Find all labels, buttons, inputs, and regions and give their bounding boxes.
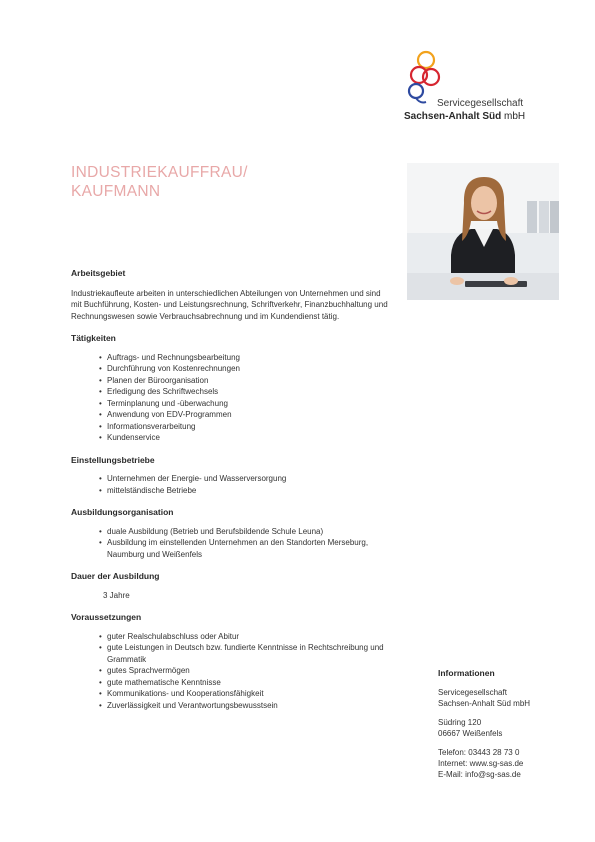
info-city: 06667 Weißenfels xyxy=(438,729,503,738)
informationen-heading: Informationen xyxy=(438,668,495,678)
taetigkeiten-section xyxy=(71,333,391,444)
list-item: • gutes Sprachvermögen xyxy=(71,665,391,677)
voraussetzungen-list xyxy=(71,631,391,712)
voraussetzungen-heading: Voraussetzungen xyxy=(71,612,142,622)
taetigkeiten-list xyxy=(71,352,391,444)
einstellungsbetriebe-list xyxy=(71,473,391,496)
list-item: • Durchführung von Kostenrechnungen xyxy=(71,363,391,375)
list-item: • Kundenservice xyxy=(71,432,391,444)
woman-at-computer-photo xyxy=(407,163,559,300)
title-line1: INDUSTRIEKAUFFRAU/ xyxy=(71,164,248,181)
voraussetzungen-section xyxy=(71,612,391,711)
info-company-line1: Servicegesellschaft xyxy=(438,688,507,697)
info-street: Südring 120 xyxy=(438,718,482,727)
dauer-section xyxy=(71,571,391,601)
taetigkeiten-heading: Tätigkeiten xyxy=(71,333,116,343)
list-item: • Erledigung des Schriftwechsels xyxy=(71,386,391,398)
info-email-link[interactable]: E-Mail: info@sg-sas.de xyxy=(438,770,521,779)
main-content xyxy=(71,268,391,711)
list-item: • Kommunikations- und Kooperationsfähigkeit xyxy=(71,688,391,700)
einstellungsbetriebe-section xyxy=(71,455,391,497)
list-item: • Unternehmen der Energie- und Wasserversorgung xyxy=(71,473,391,485)
list-item: • Planen der Büroorganisation xyxy=(71,375,391,387)
list-item: • guter Realschulabschluss oder Abitur xyxy=(71,631,391,643)
list-item: • mittelständische Betriebe xyxy=(71,485,391,497)
dauer-heading: Dauer der Ausbildung xyxy=(71,571,160,581)
title-line2: KAUFMANN xyxy=(71,183,161,200)
einstellungsbetriebe-heading: Einstellungsbetriebe xyxy=(71,454,155,465)
arbeitsgebiet-heading: Arbeitsgebiet xyxy=(71,268,126,278)
list-item: • Ausbildung im einstellenden Unternehmen an den Standorten Merseburg, Naumburg und Weißenfels xyxy=(71,537,391,560)
page-title xyxy=(71,163,248,201)
list-item: • Anwendung von EDV-Programmen xyxy=(71,409,391,421)
list-item: • Terminplanung und -überwachung xyxy=(71,398,391,410)
ausbildungsorganisation-heading: Ausbildungsorganisation xyxy=(71,507,174,517)
ausbildungsorganisation-list xyxy=(71,526,391,561)
company-logo xyxy=(404,48,554,128)
info-company-line2: Sachsen-Anhalt Süd mbH xyxy=(438,699,531,708)
list-item: • Auftrags- und Rechnungsbearbeitung xyxy=(71,352,391,364)
logo-line1: Servicegesellschaft xyxy=(437,98,524,109)
list-item: • gute Leistungen in Deutsch bzw. fundierte Kenntnisse in Rechtschreibung und Grammatik xyxy=(71,642,391,665)
ausbildungsorganisation-section xyxy=(71,507,391,560)
list-item: • Zuverlässigkeit und Verantwortungsbewusstsein xyxy=(71,700,391,712)
informationen-block xyxy=(438,668,568,780)
list-item: • Informationsverarbeitung xyxy=(71,421,391,433)
arbeitsgebiet-text: Industriekaufleute arbeiten in unterschiedlichen Abteilungen von Unternehmen und sind mit Buchführung, Kosten- und Leistungsrechnung, Schriftverkehr, Finanzbuchhaltung und Rechnungswesen sowie Verbrauchsabrechnung und im Kundendienst tätig. xyxy=(71,288,388,321)
list-item: • duale Ausbildung (Betrieb und Berufsbildende Schule Leuna) xyxy=(71,526,391,538)
dauer-value: 3 Jahre xyxy=(103,590,130,600)
list-item: • gute mathematische Kenntnisse xyxy=(71,677,391,689)
info-internet-link[interactable]: Internet: www.sg-sas.de xyxy=(438,759,524,768)
info-telefon: Telefon: 03443 28 73 0 xyxy=(438,748,520,757)
logo-line2: Sachsen-Anhalt Süd mbH xyxy=(404,111,526,122)
